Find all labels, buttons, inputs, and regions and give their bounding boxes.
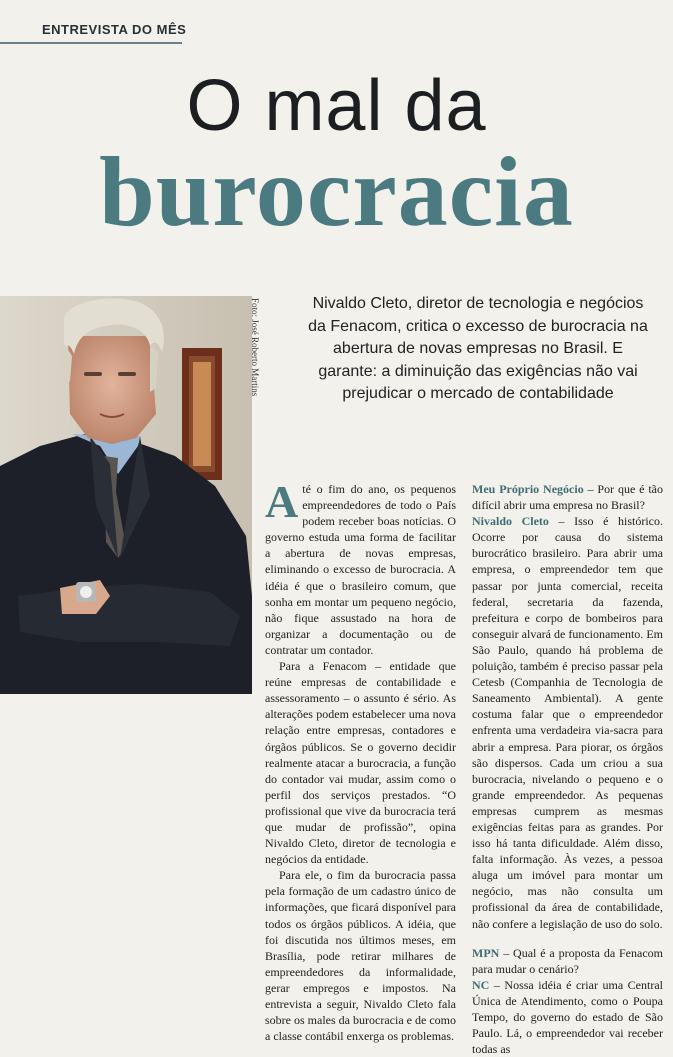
paragraph-intro-text: té o fim do ano, os pequenos empreendedores de todo o País podem receber boas notícias. O governo estuda uma forma de facilitar a abertura de novas empresas, eliminando o excesso de burocracia. A idéia é que o brasileiro comum, que sonha em montar um pequeno negócio, não fique assustado na hora de organizar a documentação ou de contratar um contador. <box>265 482 456 657</box>
question-1 <box>472 481 663 513</box>
paragraph-fenacom: Para a Fenacom – entidade que reúne empresas de contabilidade e assessoramento – o assunto é sério. As alterações podem estabelecer uma nova relação entre empresas, contadores e órgãos públicos. Se o governo decidir realmente atacar a burocracia, a função do contador vai mudar, assim como o perfil dos serviços prestados. “O profissional que vive da burocracia terá que mudar de profissão”, opina Nivaldo Cleto, diretor de tecnologia e negócios da entidade. <box>265 659 456 867</box>
answer-1-text: – Isso é histórico. Ocorre por causa do sistema burocrático brasileiro. Para abrir uma empresa, o empreendedor tem que passar por junta comercial, receita federal, secretaria da fazenda, prefeitura e corpo de bombeiros para conseguir alvará de funcionamento. Em São Paulo, quando há problema de poluição, também é preciso passar pela Cetesb (Companhia de Tecnologia de Saneamento Ambiental). A gente costuma falar que o empreendedor enfrenta uma verdadeira via-sacra para abrir a empresa. Para piorar, os órgãos são dispersos. Cada um criou a sua burocracia, nivelando o pequeno e o grande empreendedor. As pequenas empresas cumprem as mesmas exigências feitas para as grandes. Por isso há tanta dificuldade. Além disso, falta informação. Às vezes, a pessoa aluga um imóvel para montar um negócio, mas não consulta um profissional da área de contabilidade, não confere a legislação de uso do solo. <box>472 514 663 931</box>
question-2-text: – Qual é a proposta da Fenacom para mudar o cenário? <box>472 945 663 976</box>
answer-2-text: – Nossa idéia é criar uma Central Única de Atendimento, como o Poupa Tempo, do governo do estado de São Paulo. Lá, o empreendedor vai receber todas as <box>472 977 663 1057</box>
interviewer-label: Meu Próprio Negócio <box>472 482 584 496</box>
paragraph-intro <box>265 476 456 658</box>
section-tag: ENTREVISTA DO MÊS <box>42 22 187 37</box>
article-column-2 <box>472 481 663 1057</box>
section-rule <box>0 42 182 44</box>
answer-2 <box>472 977 663 1057</box>
paragraph-cadastro: Para ele, o fim da burocracia passa pela formação de um cadastro único de informações, que ficará disponível para todos os órgãos públicos. A idéia, que foi discutida nos últimos meses, em Brasília, pode retirar milhares de empreendedores da informalidade, gerar empregos e impostos. Na entrevista a seguir, Nivaldo Cleto fala sobre os males da burocracia e de como a classe contábil enxerga os problemas. <box>265 868 456 1044</box>
interviewer-abbrev: MPN <box>472 945 500 960</box>
interviewee-abbrev: NC <box>472 977 490 992</box>
question-1-text: – Por que é tão difícil abrir uma empresa no Brasil? <box>472 482 664 513</box>
portrait-photo <box>0 296 252 694</box>
photo-credit: Foto: José Roberto Martins <box>250 298 260 397</box>
answer-1 <box>472 513 663 931</box>
lede: Nivaldo Cleto, diretor de tecnologia e negócios da Fenacom, critica o excesso de burocracia na abertura de novas empresas no Brasil. E garante: a diminuição das exigências não vai prejudicar o mercado de contabilidade <box>308 295 648 402</box>
interviewee-label: Nivaldo Cleto <box>472 514 549 529</box>
drop-cap: A <box>265 476 299 527</box>
headline-line-2: burocracia <box>99 136 574 247</box>
question-2 <box>472 945 663 977</box>
article-column-1 <box>265 476 456 1044</box>
headline-line-1: O mal da <box>186 66 487 146</box>
